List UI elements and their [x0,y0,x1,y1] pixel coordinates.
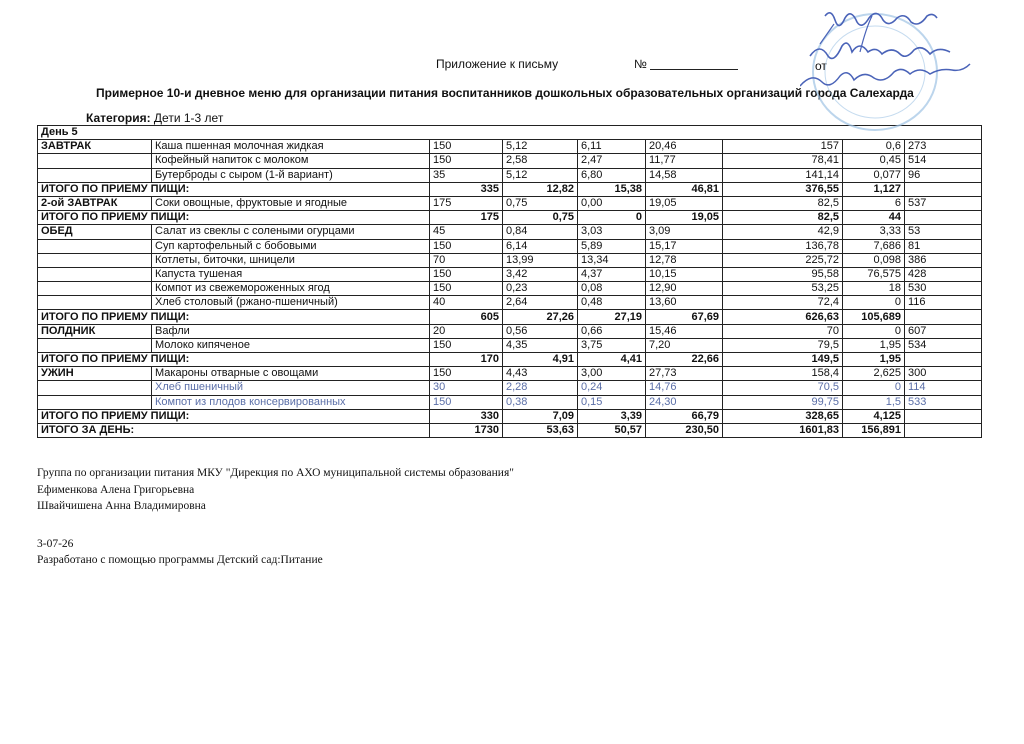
dish-row [38,367,982,381]
total-energy-cell: 149,5 [723,353,843,367]
meal-name-cell [38,282,152,296]
total-carbs-cell: 46,81 [646,182,723,196]
energy-cell: 53,25 [723,282,843,296]
dish-row [38,282,982,296]
vitamin-c-cell: 0,077 [843,168,905,182]
fat-cell: 4,37 [578,267,646,281]
protein-cell: 6,14 [503,239,578,253]
recipe-number-cell: 534 [905,338,982,352]
meal-name-cell [38,239,152,253]
total-vitamin-c-cell: 1,95 [843,353,905,367]
dish-name-cell: Котлеты, биточки, шницели [152,253,430,267]
fat-cell: 0,24 [578,381,646,395]
dish-row [38,267,982,281]
menu-table-body [38,126,982,438]
category-label: Категория: [86,111,151,125]
energy-cell: 42,9 [723,225,843,239]
recipe-number-cell: 300 [905,367,982,381]
document-title: Примерное 10-и дневное меню для организации питания воспитанников дошкольных образовательных организаций города Салехарда [96,86,914,100]
vitamin-c-cell: 6 [843,196,905,210]
fat-cell: 13,34 [578,253,646,267]
meal-total-row [38,353,982,367]
letter-reference-line [0,57,1024,73]
footer-person-1: Ефименкова Алена Григорьевна [37,483,195,496]
dish-name-cell: Кофейный напиток с молоком [152,154,430,168]
dish-row [38,324,982,338]
dish-row [38,338,982,352]
protein-cell: 0,23 [503,282,578,296]
carbs-cell: 7,20 [646,338,723,352]
fat-cell: 0,15 [578,395,646,409]
energy-cell: 99,75 [723,395,843,409]
dish-name-cell: Каша пшенная молочная жидкая [152,140,430,154]
recipe-number-cell: 533 [905,395,982,409]
footer-organization: Группа по организации питания МКУ "Дирекция по АХО муниципальной системы образования" [37,467,514,479]
carbs-cell: 27,73 [646,367,723,381]
menu-table [37,125,982,438]
approval-stamp-signature [800,4,1020,144]
meal-name-cell [38,395,152,409]
energy-cell: 95,58 [723,267,843,281]
carbs-cell: 13,60 [646,296,723,310]
recipe-number-cell: 273 [905,140,982,154]
meal-name-cell [38,338,152,352]
protein-cell: 4,43 [503,367,578,381]
total-protein-cell: 7,09 [503,409,578,423]
weight-cell: 45 [430,225,503,239]
document-footer [37,465,514,569]
fat-cell: 6,11 [578,140,646,154]
total-protein-cell: 27,26 [503,310,578,324]
dish-name-cell: Салат из свеклы с солеными огурцами [152,225,430,239]
weight-cell: 70 [430,253,503,267]
weight-cell: 40 [430,296,503,310]
fat-cell: 5,89 [578,239,646,253]
energy-cell: 157 [723,140,843,154]
vitamin-c-cell: 1,5 [843,395,905,409]
day-label: День 5 [38,126,982,140]
energy-cell: 136,78 [723,239,843,253]
recipe-number-cell: 53 [905,225,982,239]
total-energy-cell: 1601,83 [723,423,843,437]
total-carbs-cell: 66,79 [646,409,723,423]
carbs-cell: 24,30 [646,395,723,409]
total-protein-cell: 53,63 [503,423,578,437]
protein-cell: 3,42 [503,267,578,281]
energy-cell: 79,5 [723,338,843,352]
protein-cell: 4,35 [503,338,578,352]
dish-name-cell: Хлеб пшеничный [152,381,430,395]
total-label-cell: ИТОГО ПО ПРИЕМУ ПИЩИ: [38,211,430,225]
energy-cell: 70,5 [723,381,843,395]
recipe-number-cell: 607 [905,324,982,338]
carbs-cell: 15,46 [646,324,723,338]
recipe-number-cell: 514 [905,154,982,168]
dish-name-cell: Соки овощные, фруктовые и ягодные [152,196,430,210]
protein-cell: 5,12 [503,140,578,154]
total-carbs-cell: 230,50 [646,423,723,437]
fat-cell: 0,08 [578,282,646,296]
fat-cell: 3,75 [578,338,646,352]
dish-row [38,253,982,267]
fat-cell: 2,47 [578,154,646,168]
total-weight-cell: 330 [430,409,503,423]
total-vitamin-c-cell: 44 [843,211,905,225]
total-vitamin-c-cell: 105,689 [843,310,905,324]
total-vitamin-c-cell: 156,891 [843,423,905,437]
weight-cell: 150 [430,239,503,253]
dish-row [38,154,982,168]
number-label: № [634,57,647,71]
dish-row [38,296,982,310]
vitamin-c-cell: 1,95 [843,338,905,352]
total-fat-cell: 15,38 [578,182,646,196]
vitamin-c-cell: 0,45 [843,154,905,168]
dish-row [38,140,982,154]
dish-row [38,196,982,210]
total-fat-cell: 4,41 [578,353,646,367]
meal-name-cell [38,296,152,310]
meal-name-cell [38,154,152,168]
dish-row [38,225,982,239]
dish-name-cell: Капуста тушеная [152,267,430,281]
protein-cell: 0,38 [503,395,578,409]
total-label-cell: ИТОГО ЗА ДЕНЬ: [38,423,430,437]
total-empty-cell [905,211,982,225]
appendix-label: Приложение к письму [436,57,559,71]
category-line [86,111,223,125]
total-carbs-cell: 67,69 [646,310,723,324]
energy-cell: 158,4 [723,367,843,381]
energy-cell: 70 [723,324,843,338]
meal-name-cell: ПОЛДНИК [38,324,152,338]
meal-name-cell: ЗАВТРАК [38,140,152,154]
fat-cell: 0,00 [578,196,646,210]
total-label-cell: ИТОГО ПО ПРИЕМУ ПИЩИ: [38,310,430,324]
recipe-number-cell: 96 [905,168,982,182]
vitamin-c-cell: 0,098 [843,253,905,267]
vitamin-c-cell: 76,575 [843,267,905,281]
meal-name-cell: УЖИН [38,367,152,381]
total-vitamin-c-cell: 4,125 [843,409,905,423]
weight-cell: 150 [430,140,503,154]
total-weight-cell: 335 [430,182,503,196]
meal-total-row [38,310,982,324]
vitamin-c-cell: 0,6 [843,140,905,154]
carbs-cell: 20,46 [646,140,723,154]
carbs-cell: 3,09 [646,225,723,239]
protein-cell: 0,75 [503,196,578,210]
vitamin-c-cell: 18 [843,282,905,296]
total-energy-cell: 626,63 [723,310,843,324]
total-label-cell: ИТОГО ПО ПРИЕМУ ПИЩИ: [38,182,430,196]
total-fat-cell: 27,19 [578,310,646,324]
footer-person-2: Швайчишена Анна Владимировна [37,500,206,512]
recipe-number-cell: 537 [905,196,982,210]
total-empty-cell [905,409,982,423]
carbs-cell: 15,17 [646,239,723,253]
recipe-number-cell: 530 [905,282,982,296]
recipe-number-cell: 386 [905,253,982,267]
total-protein-cell: 12,82 [503,182,578,196]
dish-name-cell: Компот из плодов консервированных [152,395,430,409]
meal-total-row [38,211,982,225]
recipe-number-cell: 114 [905,381,982,395]
total-empty-cell [905,353,982,367]
vitamin-c-cell: 7,686 [843,239,905,253]
meal-name-cell [38,381,152,395]
dish-row [38,381,982,395]
protein-cell: 2,58 [503,154,578,168]
carbs-cell: 12,78 [646,253,723,267]
total-label-cell: ИТОГО ПО ПРИЕМУ ПИЩИ: [38,353,430,367]
dish-row [38,168,982,182]
protein-cell: 0,56 [503,324,578,338]
meal-total-row [38,409,982,423]
category-value: Дети 1-3 лет [153,111,224,125]
vitamin-c-cell: 0 [843,296,905,310]
total-empty-cell [905,182,982,196]
weight-cell: 30 [430,381,503,395]
fat-cell: 0,48 [578,296,646,310]
weight-cell: 35 [430,168,503,182]
total-fat-cell: 50,57 [578,423,646,437]
total-energy-cell: 82,5 [723,211,843,225]
protein-cell: 5,12 [503,168,578,182]
protein-cell: 13,99 [503,253,578,267]
recipe-number-cell: 428 [905,267,982,281]
protein-cell: 2,64 [503,296,578,310]
total-weight-cell: 1730 [430,423,503,437]
protein-cell: 2,28 [503,381,578,395]
dish-name-cell: Компот из свежемороженных ягод [152,282,430,296]
dish-row [38,395,982,409]
dish-name-cell: Хлеб столовый (ржано-пшеничный) [152,296,430,310]
vitamin-c-cell: 0 [843,381,905,395]
carbs-cell: 11,77 [646,154,723,168]
total-energy-cell: 376,55 [723,182,843,196]
dish-row [38,239,982,253]
meal-name-cell [38,267,152,281]
total-vitamin-c-cell: 1,127 [843,182,905,196]
weight-cell: 150 [430,154,503,168]
vitamin-c-cell: 3,33 [843,225,905,239]
protein-cell: 0,84 [503,225,578,239]
meal-name-cell: ОБЕД [38,225,152,239]
recipe-number-cell: 81 [905,239,982,253]
total-weight-cell: 175 [430,211,503,225]
dish-name-cell: Молоко кипяченое [152,338,430,352]
vitamin-c-cell: 0 [843,324,905,338]
total-weight-cell: 605 [430,310,503,324]
total-protein-cell: 0,75 [503,211,578,225]
total-weight-cell: 170 [430,353,503,367]
total-energy-cell: 328,65 [723,409,843,423]
meal-name-cell [38,253,152,267]
fat-cell: 6,80 [578,168,646,182]
total-empty-cell [905,423,982,437]
weight-cell: 20 [430,324,503,338]
footer-document-code: 3-07-26 [37,537,74,550]
weight-cell: 150 [430,395,503,409]
energy-cell: 78,41 [723,154,843,168]
carbs-cell: 19,05 [646,196,723,210]
fat-cell: 3,00 [578,367,646,381]
number-blank-line [650,69,738,70]
carbs-cell: 10,15 [646,267,723,281]
energy-cell: 72,4 [723,296,843,310]
carbs-cell: 12,90 [646,282,723,296]
carbs-cell: 14,76 [646,381,723,395]
from-label: от [815,59,827,73]
weight-cell: 150 [430,267,503,281]
day-total-row [38,423,982,437]
meal-total-row [38,182,982,196]
energy-cell: 225,72 [723,253,843,267]
weight-cell: 150 [430,282,503,296]
total-carbs-cell: 19,05 [646,211,723,225]
energy-cell: 141,14 [723,168,843,182]
meal-name-cell: 2-ой ЗАВТРАК [38,196,152,210]
footer-developed-by: Разработано с помощью программы Детский сад:Питание [37,554,323,566]
weight-cell: 175 [430,196,503,210]
total-protein-cell: 4,91 [503,353,578,367]
fat-cell: 3,03 [578,225,646,239]
total-fat-cell: 3,39 [578,409,646,423]
weight-cell: 150 [430,338,503,352]
total-fat-cell: 0 [578,211,646,225]
fat-cell: 0,66 [578,324,646,338]
total-label-cell: ИТОГО ПО ПРИЕМУ ПИЩИ: [38,409,430,423]
dish-name-cell: Бутерброды с сыром (1-й вариант) [152,168,430,182]
total-empty-cell [905,310,982,324]
vitamin-c-cell: 2,625 [843,367,905,381]
total-carbs-cell: 22,66 [646,353,723,367]
day-header-row [38,126,982,140]
dish-name-cell: Макароны отварные с овощами [152,367,430,381]
meal-name-cell [38,168,152,182]
dish-name-cell: Вафли [152,324,430,338]
recipe-number-cell: 116 [905,296,982,310]
dish-name-cell: Суп картофельный с бобовыми [152,239,430,253]
energy-cell: 82,5 [723,196,843,210]
weight-cell: 150 [430,367,503,381]
carbs-cell: 14,58 [646,168,723,182]
